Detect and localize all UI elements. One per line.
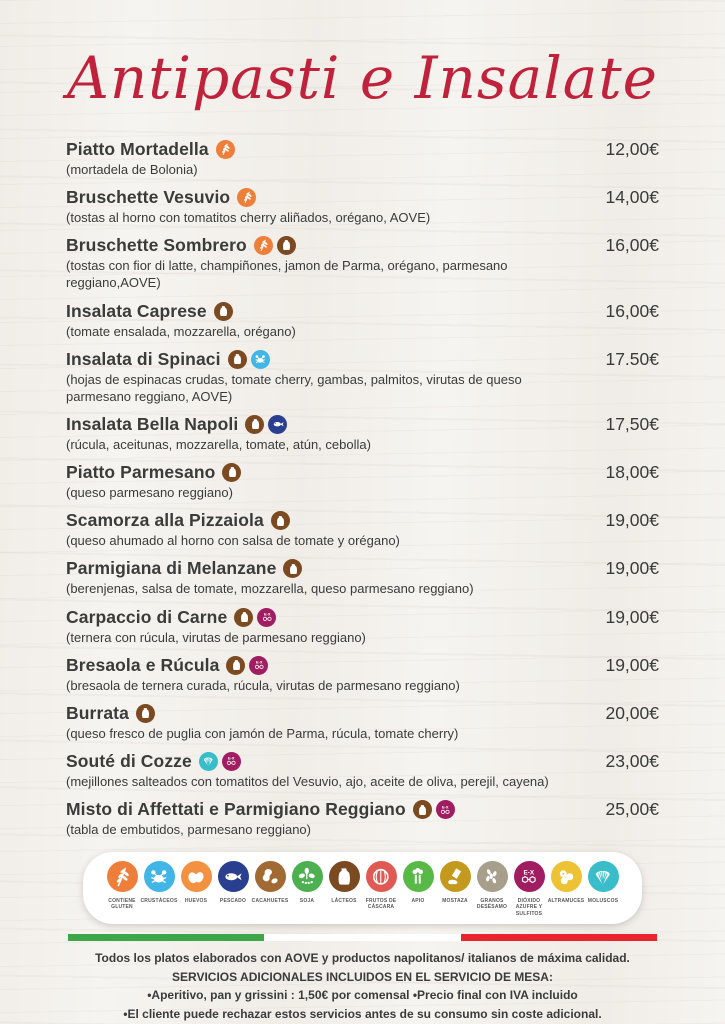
- dish-price: 18,00€: [605, 462, 659, 483]
- dish-description: (mortadela de Bolonia): [66, 161, 198, 177]
- gluten-allergen-icon: [237, 188, 256, 207]
- menu-item-row: [66, 349, 659, 370]
- sulfitos-allergen-icon: [436, 800, 455, 819]
- dish-description: (hojas de espinacas crudas, tomate cherry, gambas, palmitos, virutas de queso parmesano reggiano, AOVE): [66, 371, 522, 404]
- dish-price: 19,00€: [605, 654, 659, 675]
- legend-item: [401, 861, 435, 904]
- legend-item-label: FRUTOS DE CÁSCARA: [365, 897, 397, 911]
- menu-item: [66, 187, 659, 226]
- dish-allergen-icons: [237, 188, 256, 207]
- gluten-allergen-icon: [107, 861, 138, 892]
- menu-item-row: [66, 558, 659, 579]
- dish-description: (tomate ensalada, mozzarella, orégano): [66, 323, 296, 339]
- dish-name: Insalata Bella Napoli: [66, 413, 239, 434]
- dish-price: 25,00€: [605, 799, 659, 820]
- legend-item-icon: [366, 861, 397, 893]
- legend-item-label: LÁCTEOS: [331, 897, 357, 904]
- dish-allergen-icons: [283, 559, 302, 578]
- legend-item-icon: [440, 861, 471, 893]
- lacteos-allergen-icon: [245, 415, 264, 434]
- menu-item-row: [66, 799, 659, 820]
- legend-item-label: CONTIENE GLUTEN: [108, 897, 136, 911]
- dish-allergen-icons: [228, 350, 270, 369]
- dish-price: 19,00€: [605, 558, 659, 579]
- menu-item: [66, 349, 659, 405]
- legend-item-icon: [255, 861, 286, 893]
- footer-notes: [0, 949, 725, 1023]
- menu-item: [66, 414, 659, 453]
- dish-price: 17,50€: [605, 413, 659, 434]
- dish-allergen-icons: [254, 236, 296, 255]
- sulfitos-allergen-icon: [249, 656, 268, 675]
- dish-description: (berenjenas, salsa de tomate, mozzarella, queso parmesano reggiano): [66, 581, 474, 597]
- menu-item-row: [66, 301, 659, 322]
- dish-name: Souté di Cozze: [66, 751, 192, 772]
- dish-name: Carpaccio di Carne: [66, 606, 228, 627]
- dish-allergen-icons: [136, 704, 155, 723]
- lacteos-allergen-icon: [283, 559, 302, 578]
- legend-item-icon: [477, 861, 508, 893]
- legend-item-label: PESCADO: [219, 897, 247, 904]
- menu-item: [66, 655, 659, 694]
- footer-line-1: Todos los platos elaborados con AOVE y productos napolitanos/ italianos de máxima calidad.: [95, 950, 630, 965]
- dish-name: Misto di Affettati e Parmigiano Reggiano: [66, 799, 406, 820]
- dish-description: (rúcula, aceitunas, mozzarella, tomate, atún, cebolla): [66, 436, 371, 452]
- legend-item-icon: [181, 861, 212, 893]
- crustaceos-allergen-icon: [251, 350, 270, 369]
- legend-item-icon: [107, 861, 138, 893]
- dish-price: 19,00€: [605, 606, 659, 627]
- legend-item-label: DIÓXIDO AZUFRE Y SULFITOS: [515, 897, 543, 918]
- legend-item-label: SOJA: [299, 897, 315, 904]
- dish-description: (queso fresco de puglia con jamón de Parma, rúcula, tomate cherry): [66, 725, 459, 741]
- legend-item-icon: [588, 861, 619, 893]
- page-title: Antipasti e Insalate: [67, 44, 658, 112]
- menu-item: [66, 301, 659, 340]
- footer-line-2: SERVICIOS ADICIONALES INCLUIDOS EN EL SERVICIO DE MESA:: [172, 969, 553, 984]
- legend-item-label: HUEVOS: [184, 897, 208, 904]
- menu-item-row: [66, 655, 659, 676]
- pescado-allergen-icon: [268, 415, 287, 434]
- gluten-allergen-icon: [216, 140, 235, 159]
- legend-item: [586, 861, 620, 904]
- dish-description: (ternera con rúcula, virutas de parmesano reggiano): [66, 629, 366, 645]
- legend-item: [142, 861, 176, 904]
- dish-name: Bresaola e Rúcula: [66, 654, 220, 675]
- dish-allergen-icons: [413, 800, 455, 819]
- dish-name: Piatto Parmesano: [66, 462, 216, 483]
- dish-price: 20,00€: [605, 702, 659, 723]
- legend-item-label: CRUSTÁCEOS: [140, 897, 178, 904]
- dish-name: Piatto Mortadella: [66, 138, 209, 159]
- dish-name: Parmigiana di Melanzane: [66, 558, 277, 579]
- menu-item-row: [66, 607, 659, 628]
- gluten-allergen-icon: [254, 236, 273, 255]
- dish-name: Insalata di Spinaci: [66, 348, 221, 369]
- legend-item: [327, 861, 361, 904]
- legend-item-label: ALTRAMUCES: [547, 897, 585, 904]
- mostaza-allergen-icon: [440, 861, 471, 892]
- menu-item: [66, 558, 659, 597]
- dish-allergen-icons: [214, 302, 233, 321]
- legend-item-label: APIO: [411, 897, 425, 904]
- legend-item-label: CACAHUETES: [251, 897, 289, 904]
- dish-name: Bruschette Sombrero: [66, 235, 247, 256]
- dish-allergen-icons: [216, 140, 235, 159]
- dish-description: (tabla de embutidos, parmesano reggiano): [66, 822, 311, 838]
- dish-price: 12,00€: [605, 138, 659, 159]
- legend-item-icon: [292, 861, 323, 893]
- menu-item: [66, 510, 659, 549]
- italian-flag-divider: [68, 934, 657, 941]
- menu-item-list: [66, 139, 659, 839]
- legend-item-label: MOLUSCOS: [587, 897, 619, 904]
- sulfitos-allergen-icon: [257, 608, 276, 627]
- frutos-cascara-allergen-icon: [366, 861, 397, 892]
- lacteos-allergen-icon: [222, 463, 241, 482]
- menu-item-row: [66, 187, 659, 208]
- dish-allergen-icons: [234, 608, 276, 627]
- legend-item: [216, 861, 250, 904]
- lacteos-allergen-icon: [329, 861, 360, 892]
- dish-price: 16,00€: [605, 235, 659, 256]
- lacteos-allergen-icon: [413, 800, 432, 819]
- dish-name: Scamorza alla Pizzaiola: [66, 510, 264, 531]
- legend-item: [549, 861, 583, 904]
- flag-white: [264, 934, 460, 941]
- menu-item-row: [66, 414, 659, 435]
- legend-item: [290, 861, 324, 904]
- legend-item: [475, 861, 509, 911]
- dish-description: (tostas al horno con tomatitos cherry aliñados, orégano, AOVE): [66, 210, 431, 226]
- legend-item-icon: [218, 861, 249, 893]
- menu-item: [66, 462, 659, 501]
- dish-name: Burrata: [66, 702, 129, 723]
- lacteos-allergen-icon: [214, 302, 233, 321]
- menu-item-row: [66, 139, 659, 160]
- dish-allergen-icons: [271, 511, 290, 530]
- dish-price: 16,00€: [605, 300, 659, 321]
- menu-item: [66, 751, 659, 790]
- menu-item-row: [66, 235, 659, 256]
- lacteos-allergen-icon: [271, 511, 290, 530]
- moluscos-allergen-icon: [199, 752, 218, 771]
- menu-item: [66, 235, 659, 291]
- sulfitos-allergen-icon: [222, 752, 241, 771]
- crustaceos-allergen-icon: [144, 861, 175, 892]
- menu-item-row: [66, 703, 659, 724]
- legend-item-label: GRANOS DESÉSAMO: [476, 897, 508, 911]
- legend-item-icon: [144, 861, 175, 893]
- dish-price: 19,00€: [605, 510, 659, 531]
- altramuces-allergen-icon: [551, 861, 582, 892]
- dish-price: 23,00€: [605, 751, 659, 772]
- legend-item: [179, 861, 213, 904]
- menu-item-row: [66, 462, 659, 483]
- lacteos-allergen-icon: [277, 236, 296, 255]
- dish-name: Bruschette Vesuvio: [66, 187, 231, 208]
- legend-item-icon: [329, 861, 360, 893]
- menu-item: [66, 703, 659, 742]
- dish-allergen-icons: [199, 752, 241, 771]
- dish-description: (mejillones salteados con tomatitos del Vesuvio, ajo, aceite de oliva, perejil, cayena): [66, 774, 549, 790]
- flag-green: [68, 934, 264, 941]
- flag-red: [461, 934, 657, 941]
- dish-description: (queso parmesano reggiano): [66, 485, 233, 501]
- menu-item: [66, 607, 659, 646]
- legend-item: [253, 861, 287, 904]
- menu-item-row: [66, 510, 659, 531]
- menu-item: [66, 139, 659, 178]
- legend-item-icon: [514, 861, 545, 893]
- dish-description: (tostas con fior di latte, champiñones, jamon de Parma, orégano, parmesano reggiano,AOVE): [66, 258, 508, 291]
- dish-description: (queso ahumado al horno con salsa de tomate y orégano): [66, 533, 400, 549]
- dish-price: 14,00€: [605, 187, 659, 208]
- dish-allergen-icons: [245, 415, 287, 434]
- moluscos-allergen-icon: [588, 861, 619, 892]
- menu-item-row: [66, 751, 659, 772]
- legend-item: [105, 861, 139, 911]
- menu-item: [66, 799, 659, 838]
- soja-allergen-icon: [292, 861, 323, 892]
- legend-item: [364, 861, 398, 911]
- footer-line-3: •Aperitivo, pan y grissini : 1,50€ por comensal •Precio final con IVA incluido: [147, 988, 578, 1003]
- footer-line-4: •El cliente puede rechazar estos servicios antes de su consumo sin coste adicional.: [123, 1006, 602, 1021]
- lacteos-allergen-icon: [226, 656, 245, 675]
- dish-price: 17.50€: [605, 348, 659, 369]
- dish-description: (bresaola de ternera curada, rúcula, virutas de parmesano reggiano): [66, 677, 460, 693]
- lacteos-allergen-icon: [234, 608, 253, 627]
- dish-name: Insalata Caprese: [66, 300, 207, 321]
- huevos-allergen-icon: [181, 861, 212, 892]
- allergen-legend: [83, 852, 642, 924]
- lacteos-allergen-icon: [136, 704, 155, 723]
- apio-allergen-icon: [403, 861, 434, 892]
- legend-item: [438, 861, 472, 904]
- dish-allergen-icons: [222, 463, 241, 482]
- legend-item-icon: [403, 861, 434, 893]
- dish-allergen-icons: [226, 656, 268, 675]
- sesamo-allergen-icon: [477, 861, 508, 892]
- lacteos-allergen-icon: [228, 350, 247, 369]
- cacahuetes-allergen-icon: [255, 861, 286, 892]
- legend-item-label: MOSTAZA: [442, 897, 468, 904]
- legend-item: [512, 861, 546, 918]
- pescado-allergen-icon: [218, 861, 249, 892]
- legend-item-icon: [551, 861, 582, 893]
- sulfitos-allergen-icon: [514, 861, 545, 892]
